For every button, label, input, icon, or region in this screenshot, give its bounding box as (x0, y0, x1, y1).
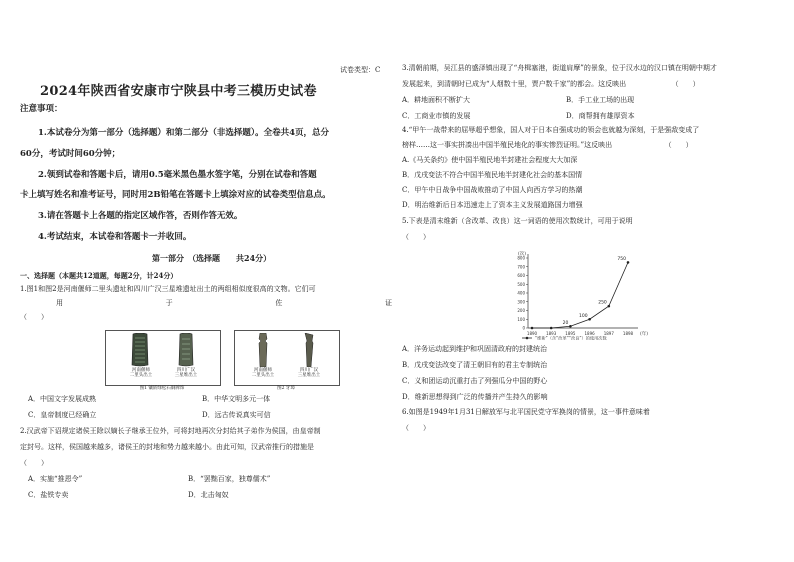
figure-caption (248, 368, 278, 378)
figure-caption (126, 368, 156, 378)
q2-option-c[interactable]: C．盐铁专卖 (28, 491, 69, 499)
exam-title: 2024年陕西省安康市宁陕县中考三模历史试卷 (40, 84, 317, 99)
data-point (627, 261, 630, 264)
notice-line: 1.本试卷分为第一部分（选择题）和第二部分（非选择题）。全卷共4页，总分 (38, 128, 330, 138)
notice-line: 卡上填写姓名和准考证号，同时用2B铅笔在答题卡上填涂对应的试卷类型信息点。 (20, 190, 331, 200)
y-tick-label: 400 (517, 290, 525, 296)
notice-line: 2.领到试卷和答题卡后，请用0.5毫米黑色墨水签字笔，分别在试卷和答题 (38, 170, 317, 180)
data-label: 20 (562, 320, 569, 326)
chart-series (531, 256, 630, 329)
jade-zhang-image (257, 333, 269, 367)
q1-option-c[interactable]: C．皇帝制度已经确立 (28, 411, 97, 419)
q1-option-d[interactable]: D．远古传说真实可信 (202, 411, 271, 419)
q1-word: 于 (165, 299, 173, 307)
data-point (531, 327, 534, 330)
caption-line: 三星堆出土 (174, 373, 198, 378)
answer-bracket: （ ） (20, 459, 48, 467)
q2-option-b[interactable]: B．“罢黜百家，独尊儒术” (188, 475, 271, 483)
bronze-plaque-image (130, 333, 150, 367)
x-tick-label: 1898 (622, 331, 634, 336)
answer-bracket: （ ） (402, 424, 430, 432)
q5-option-a[interactable]: A．洋务运动起到维护和巩固清政府的封建统治 (402, 345, 548, 353)
y-tick-label: 700 (517, 264, 525, 270)
q4-option-d[interactable]: D．明治维新后日本迅速走上了资本主义发展道路国力增强 (402, 201, 583, 209)
x-tick-label: 1897 (603, 331, 614, 336)
figure-1-label: 图1 镶嵌绿松石铜牌饰 (139, 386, 185, 391)
caption-line: 四川广汉 (300, 368, 318, 373)
q6-stem: 6.如图是1949年1月31日解放军与北平国民党守军换岗的情景，这一事件意味着 (402, 408, 650, 416)
q4-stem: 榜样……这一事实拼凑出中国半殖民地化的事实惨烈证明。”这反映出 （ ） (402, 141, 693, 149)
y-tick-label: 300 (517, 299, 525, 305)
y-axis-unit: (次) (518, 252, 527, 257)
x-tick-label: 1895 (565, 331, 576, 336)
q1-word: 证 (384, 299, 392, 307)
x-tick-label: 1896 (584, 331, 595, 336)
q5-stem: 5.下表是清末维新（含改革、改良）这一词语的使用次数统计，可用于说明 (402, 217, 633, 225)
q5-option-d[interactable]: D．维新思想得到广泛的传播并产生持久的影响 (402, 393, 548, 401)
caption-line: 河南偃师 (254, 368, 272, 373)
section-instruction: 一、选择题（本题共12道题，每题2分，计24分） (20, 271, 178, 280)
jade-zhang-image (303, 333, 315, 367)
q3-stem: 3.清朝前期，吴江县的盛泽镇出现了“舟楫塞港，街道肩摩”的景象，位于汉水边的汉口镇在明朝中期才 (402, 64, 717, 72)
q3-option-b[interactable]: B．手工业工场的出现 (566, 96, 635, 104)
caption-line: 四川广汉 (177, 368, 195, 373)
q2-stem: 定封号。这样，侯国越来越多，诸侯王的封地和势力越来越小。由此可知，汉武帝推行的措施是 (20, 443, 314, 451)
caption-line: 河南偃师 (132, 368, 150, 373)
data-point (608, 305, 611, 308)
notice-heading: 注意事项： (20, 104, 63, 114)
q1-word: 用 (56, 299, 63, 307)
q3-option-a[interactable]: A．耕地面积不断扩大 (402, 96, 471, 104)
q1-option-b[interactable]: B．中华文明多元一体 (202, 395, 271, 403)
usage-count-chart (500, 250, 680, 342)
q4-stem: 4.“甲午一战带来的屈辱超乎想象，国人对于日本自强成功的领会也就越为深刻，于是强敌变成了 (402, 126, 700, 134)
data-point (550, 327, 553, 330)
data-point (588, 318, 591, 321)
answer-bracket: （ ） (402, 233, 430, 241)
y-tick-label: 0 (522, 325, 525, 331)
figure-2-label: 图2 牙璋 (277, 386, 295, 391)
q2-option-a[interactable]: A．实施“推恩令” (28, 475, 83, 483)
figure-caption (294, 368, 324, 378)
q2-stem: 2.汉武帝下诏规定诸侯王除以嫡长子继承王位外，可将封地再次分封给其子弟作为侯国，由皇帝制 (20, 427, 321, 435)
caption-line: 三星堆出土 (297, 373, 321, 378)
x-axis-unit: (年) (640, 332, 649, 337)
q4-option-a[interactable]: A.《马关条约》使中国半殖民地半封建社会程度大大加深 (402, 156, 578, 164)
q1-option-a[interactable]: A．中国文字发展成熟 (28, 395, 97, 403)
q4-option-b[interactable]: B．戊戌变法不符合中国半殖民地半封建化社会的基本国情 (402, 171, 583, 179)
q4-option-c[interactable]: C．甲午中日战争中国战败推动了中国人向西方学习的热潮 (402, 186, 583, 194)
data-label: 100 (579, 313, 588, 319)
q3-option-d[interactable]: D．商帮拥有雄厚资本 (566, 112, 635, 120)
y-tick-label: 500 (517, 281, 525, 287)
caption-line: 二里头出土 (129, 373, 153, 378)
q1-word: 佐 (275, 299, 283, 307)
data-point (569, 325, 572, 328)
chart-y-ticks (517, 256, 528, 331)
figure-2 (234, 330, 340, 386)
data-label: 250 (598, 300, 607, 306)
part1-heading: 第一部分 （选择题 共24分） (152, 253, 272, 263)
q1-stem-spaced (56, 299, 392, 308)
q3-stem: 发展起来，到清朝时已成为“人烟数十里，贾户数千家”的都会。这反映出 （ ） (402, 80, 700, 88)
paper-type-label: 试卷类型：C (340, 66, 381, 74)
q3-option-c[interactable]: C．工商业市镇的发展 (402, 112, 471, 120)
y-tick-label: 800 (517, 255, 525, 261)
data-label: 750 (617, 256, 626, 262)
notice-line: 60分，考试时间60分钟； (20, 149, 121, 159)
q5-option-b[interactable]: B．戊戌变法改变了清王朝旧有的君主专制统治 (402, 361, 548, 369)
q5-option-c[interactable]: C．义和团运动沉重打击了列强瓜分中国的野心 (402, 377, 548, 385)
notice-line: 4.考试结束，本试卷和答题卡一并收回。 (38, 232, 192, 242)
y-tick-label: 600 (517, 273, 525, 278)
y-tick-label: 200 (517, 308, 525, 313)
y-tick-label: 100 (517, 316, 525, 322)
x-tick-label: 1890 (526, 331, 538, 336)
answer-bracket: （ ） (20, 313, 48, 321)
chart-legend (522, 335, 607, 342)
caption-line: 二里头出土 (251, 373, 275, 378)
q1-stem: 1.图1和图2是河南偃师二里头遗址和四川广汉三星堆遗址出土的两组相似度很高的文物。它们可 (20, 285, 316, 293)
legend-label: “维新”（含“改革”“改良”）的使用次数 (535, 335, 607, 341)
bronze-plaque-image (176, 333, 196, 367)
notice-line: 3.请在答题卡上各题的指定区域作答，否则作答无效。 (38, 211, 243, 221)
q2-option-d[interactable]: D．北击匈奴 (188, 491, 229, 499)
legend-marker (526, 337, 529, 340)
figure-1 (105, 330, 221, 386)
figure-caption (171, 368, 201, 378)
x-tick-label: 1893 (546, 331, 557, 336)
